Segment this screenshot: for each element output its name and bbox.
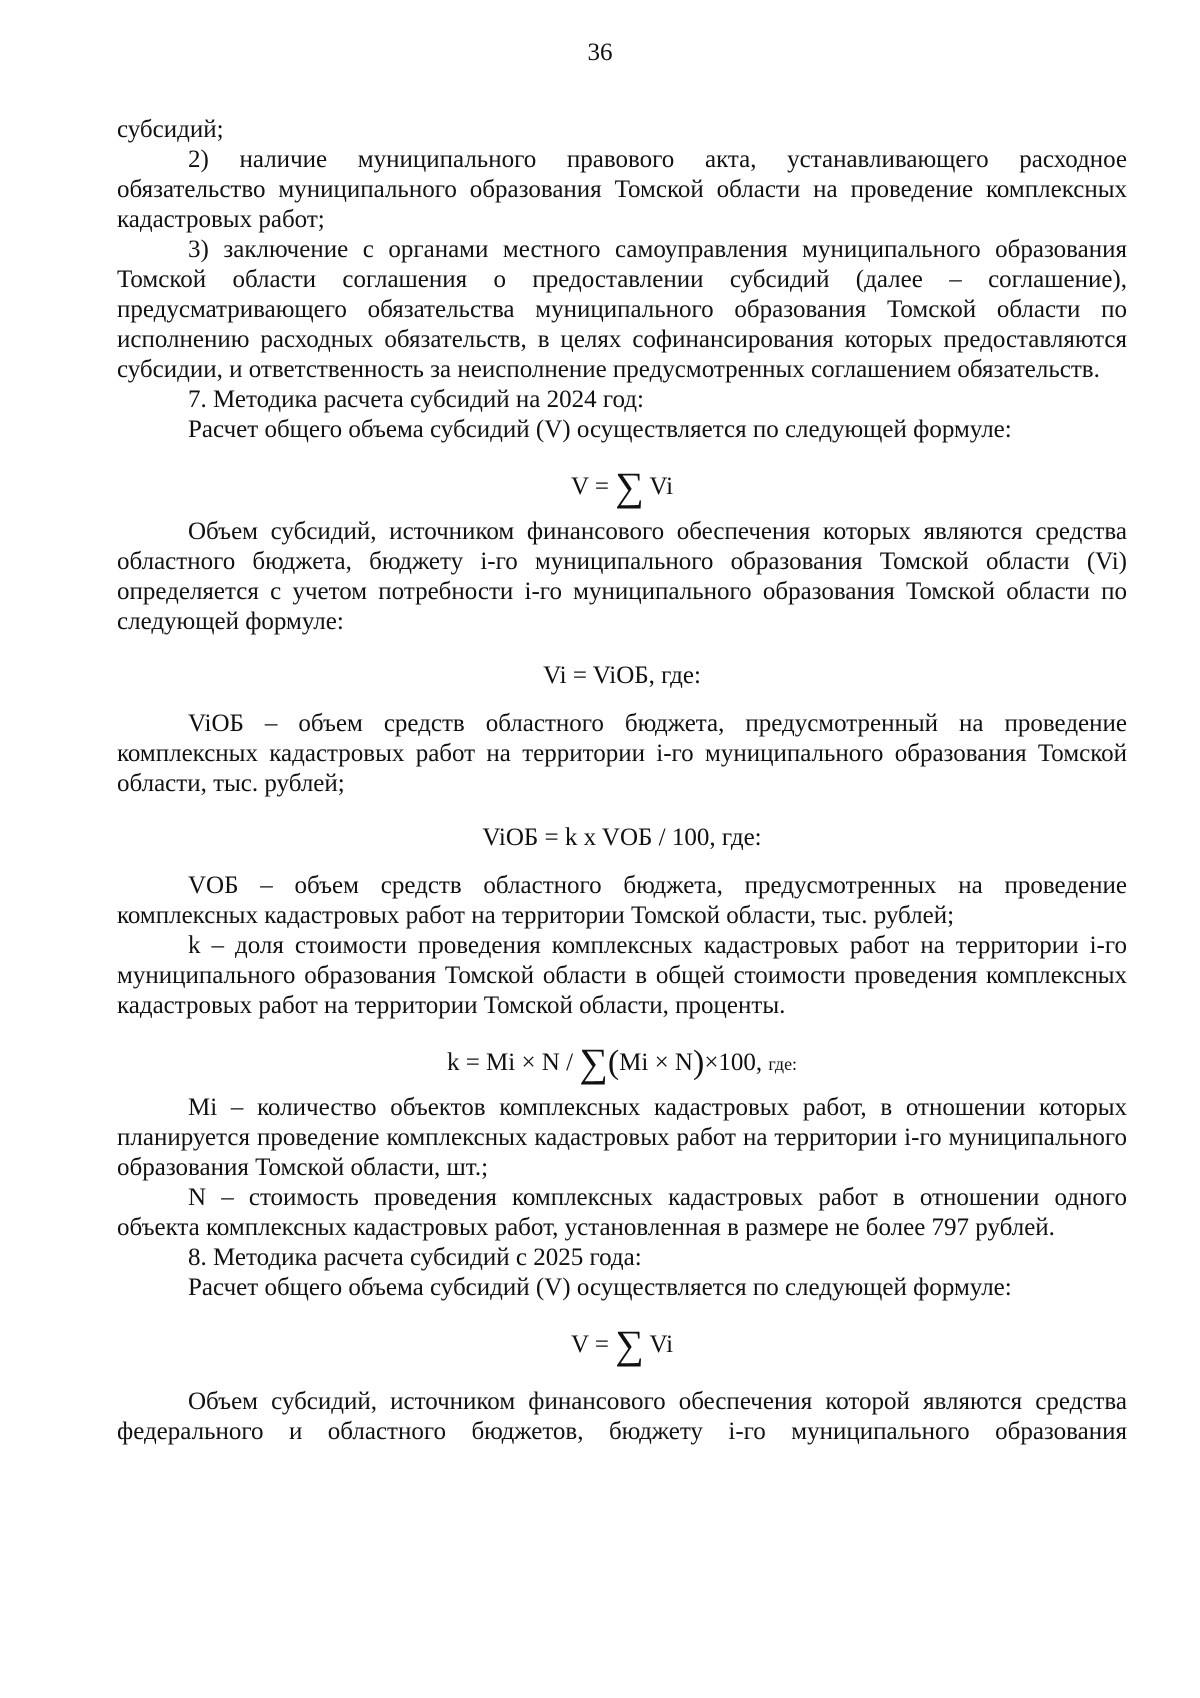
- paragraph-6: ViОБ – объем средств областного бюджета, предусмотренный на проведение комплексных кадастровых работ на территории i-го муниципального образования Томской области, тыс. рублей;: [117, 710, 1127, 797]
- formula-k-part-a: k = Mi × N /: [446, 1049, 574, 1076]
- right-paren: ): [692, 1044, 705, 1081]
- formula-v-right: Vi: [649, 473, 674, 500]
- paragraph-10: N – стоимость проведения комплексных кадастровых работ в отношении одного объекта комплексных кадастровых работ, установленная в размере не более 797 рублей.: [117, 1184, 1127, 1241]
- paragraph-7: VОБ – объем средств областного бюджета, предусмотренных на проведение комплексных кадастровых работ на территории Томской области, тыс. рублей;: [117, 872, 1127, 929]
- section-7-heading: 7. Методика расчета субсидий на 2024 год:: [188, 386, 644, 413]
- formula-k-gde: где:: [768, 1054, 798, 1074]
- document-body: [117, 115, 1127, 1447]
- sigma-symbol: ∑: [615, 1322, 644, 1367]
- paragraph-5: Объем субсидий, источником финансового обеспечения которых являются средства областного бюджета, бюджету i-го муниципального образования Томской области (Vi) определяется с учетом потребности i-го муниципального образования Томской области по следующей формуле:: [117, 518, 1127, 635]
- paragraph-9: Mi – количество объектов комплексных кадастровых работ, в отношении которых планируется проведение комплексных кадастровых работ на территории i-го муниципального образования Томской области, шт.;: [117, 1094, 1127, 1181]
- formula-k-part-c: ×100,: [704, 1049, 763, 1076]
- formula-k: [117, 1021, 1127, 1093]
- formula-v-sum-1: [117, 445, 1127, 517]
- formula-v-sum-2: [117, 1303, 1127, 1387]
- formula-viob: ViОБ = k x VОБ / 100, где:: [482, 824, 762, 851]
- formula-v-left: V =: [570, 1331, 609, 1358]
- formula-v-left: V =: [570, 473, 609, 500]
- paragraph-12: Расчет общего объема субсидий (V) осуществляется по следующей формуле:: [188, 1274, 1012, 1301]
- left-paren: (: [607, 1044, 620, 1081]
- sigma-symbol: ∑: [615, 464, 644, 509]
- paragraph-2: 3) заключение с органами местного самоуправления муниципального образования Томской области соглашения о предоставлении субсидий (далее – соглашение), предусматривающего обязательства муниципального образования Томской области по исполнению расходных обязательств, в целях софинансирования которых предоставляются субсидии, и ответственность за неисполнение предусмотренных соглашением обязательств.: [117, 236, 1127, 383]
- paragraph-1: 2) наличие муниципального правового акта, устанавливающего расходное обязательство муниципального образования Томской области на проведение комплексных кадастровых работ;: [117, 146, 1127, 233]
- paragraph-4: Расчет общего объема субсидий (V) осуществляется по следующей формуле:: [188, 416, 1012, 443]
- section-8-heading: 8. Методика расчета субсидий с 2025 года:: [188, 1244, 642, 1271]
- paragraph-0: субсидий;: [117, 116, 224, 143]
- sigma-symbol: ∑: [579, 1040, 608, 1085]
- page-number: 36: [587, 39, 613, 66]
- formula-v-right: Vi: [649, 1331, 674, 1358]
- paragraph-13: Объем субсидий, источником финансового обеспечения которой являются средства федерального и областного бюджетов, бюджету i-го муниципального образования: [117, 1388, 1127, 1445]
- formula-k-part-b: Mi × N: [619, 1049, 693, 1076]
- paragraph-8: k – доля стоимости проведения комплексных кадастровых работ на территории i-го муниципального образования Томской области в общей стоимости проведения комплексных кадастровых работ на территории Томской области, проценты.: [117, 932, 1127, 1019]
- formula-vi: Vi = ViОБ, где:: [543, 662, 701, 689]
